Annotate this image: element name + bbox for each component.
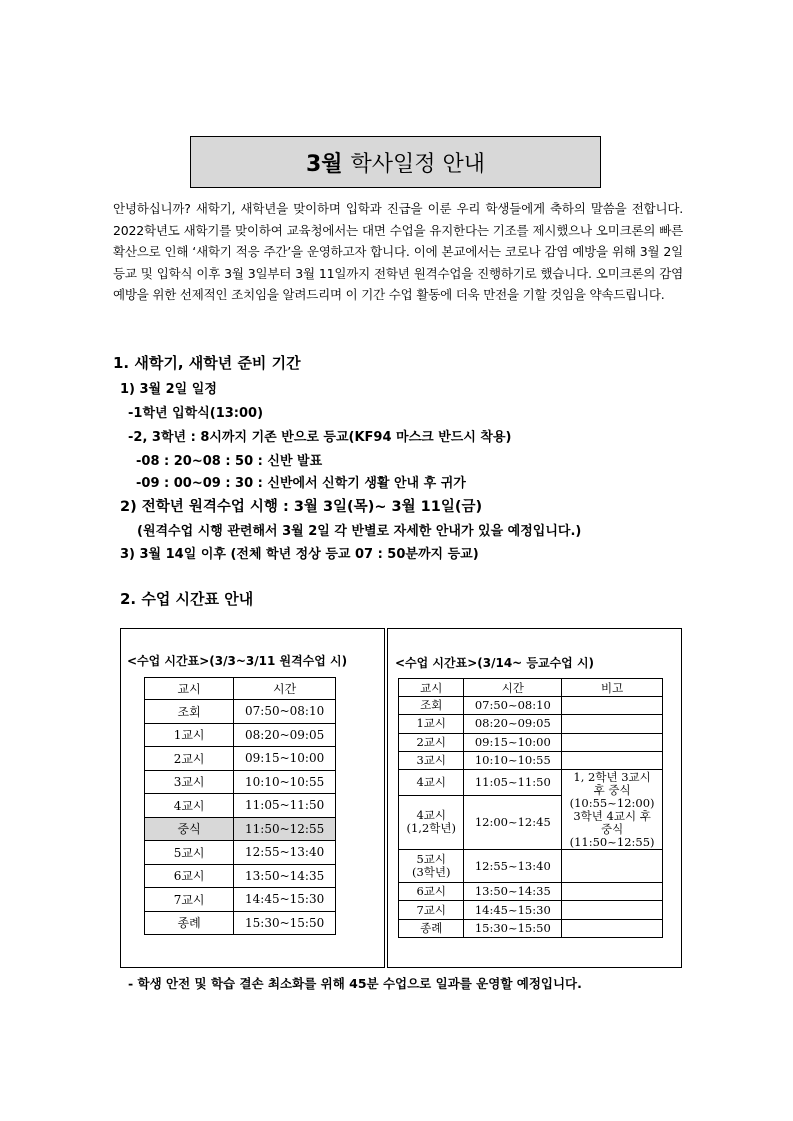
- t2-note-empty: [562, 733, 663, 751]
- table-row: [145, 911, 336, 935]
- s1-item1-b2: -09 : 00~09 : 30 : 신반에서 신학기 생활 안내 후 귀가: [136, 476, 466, 491]
- t2-time: 15:30~15:50: [464, 919, 562, 937]
- s1-item2-note: (원격수업 시행 관련해서 3월 2일 각 반별로 자세한 안내가 있을 예정입니다.): [137, 524, 582, 539]
- s1-item1-a: -1학년 입학식(13:00): [128, 406, 264, 421]
- t2-time: 09:15~10:00: [464, 733, 562, 751]
- t2-note-empty: [562, 697, 663, 715]
- t1-time: 09:15~10:00: [234, 747, 336, 771]
- table-row: [399, 733, 663, 751]
- t2-time: 07:50~08:10: [464, 697, 562, 715]
- section2-heading: 2. 수업 시간표 안내: [120, 590, 254, 608]
- t2-period: 4교시 (1,2학년): [399, 795, 464, 849]
- t2-header-period: 교시: [399, 679, 464, 697]
- intro-paragraph: 안녕하십니까? 새학기, 새학년을 맞이하며 입학과 진급을 이룬 우리 학생들에게 축하의 말씀을 전합니다. 2022학년도 새학기를 맞이하여 교육청에서는 대면 수업을 유지한다는 기조를 제시했으나 오미크론의 빠른 확산으로 인해 ‘새학기 적응 주간’을 운영하고자 합니다. 이에 본교에서는 코로나 감염 예방을 위해 3월 2일 등교 및 입학식 이후 3월 3일부터 3월 11일까지 전학년 원격수업을 진행하기로 했습니다. 오미크론의 감염 예방을 위한 선제적인 조치임을 알려드리며 이 기간 수업 활동에 더욱 만전을 기할 것임을 약속드립니다.: [113, 201, 683, 302]
- s1-item1-b: -2, 3학년 : 8시까지 기존 반으로 등교(KF94 마스크 반드시 착용): [128, 430, 512, 445]
- table-row: [145, 817, 336, 841]
- s1-item1: 1) 3월 2일 일정: [120, 382, 217, 397]
- t1-time: 12:55~13:40: [234, 841, 336, 865]
- t1-period: 종례: [145, 911, 234, 935]
- t1-header-time: 시간: [234, 678, 336, 700]
- t2-period: 3교시: [399, 751, 464, 769]
- table2: [398, 678, 663, 938]
- t2-note-empty: [562, 919, 663, 937]
- table-row: [145, 700, 336, 724]
- table-row: [399, 751, 663, 769]
- t2-period: 조회: [399, 697, 464, 715]
- t1-period: 4교시: [145, 794, 234, 818]
- t1-time: 11:05~11:50: [234, 794, 336, 818]
- table-row: [145, 841, 336, 865]
- title-rest: 학사일정 안내: [350, 151, 486, 177]
- t1-time: 10:10~10:55: [234, 770, 336, 794]
- t2-note-empty: [562, 850, 663, 883]
- t1-period: 7교시: [145, 888, 234, 912]
- table-row: [145, 747, 336, 771]
- t2-time: 10:10~10:55: [464, 751, 562, 769]
- s1-item1-b1: -08 : 20~08 : 50 : 신반 발표: [136, 454, 323, 469]
- footer-note: - 학생 안전 및 학습 결손 최소화를 위해 45분 수업으로 일과를 운영할 예정입니다.: [128, 976, 582, 991]
- s1-item2: 2) 전학년 원격수업 시행 : 3월 3일(목)~ 3월 11일(금): [120, 499, 483, 515]
- t2-time: 13:50~14:35: [464, 883, 562, 901]
- t1-time: 08:20~09:05: [234, 723, 336, 747]
- t2-period: 1교시: [399, 715, 464, 733]
- t1-time: 07:50~08:10: [234, 700, 336, 724]
- table-row: [145, 723, 336, 747]
- t2-time: 11:05~11:50: [464, 770, 562, 796]
- table-row: [399, 770, 663, 796]
- t2-time: 08:20~09:05: [464, 715, 562, 733]
- t2-note-empty: [562, 751, 663, 769]
- table-row: [399, 919, 663, 937]
- t2-note-empty: [562, 901, 663, 919]
- t2-header-time: 시간: [464, 679, 562, 697]
- t1-time: 11:50~12:55: [234, 817, 336, 841]
- t2-note-empty: [562, 883, 663, 901]
- t1-period: 조회: [145, 700, 234, 724]
- t2-time: 14:45~15:30: [464, 901, 562, 919]
- table-row: [399, 883, 663, 901]
- t2-note-empty: [562, 715, 663, 733]
- table-row: [399, 850, 663, 883]
- t1-time: 13:50~14:35: [234, 864, 336, 888]
- table-row: [145, 888, 336, 912]
- t1-period: 3교시: [145, 770, 234, 794]
- t1-period: 2교시: [145, 747, 234, 771]
- t2-period: 종례: [399, 919, 464, 937]
- t1-period: 1교시: [145, 723, 234, 747]
- section1-heading: 1. 새학기, 새학년 준비 기간: [113, 354, 301, 372]
- table-row: [145, 864, 336, 888]
- table-row: [399, 697, 663, 715]
- table-row: [399, 715, 663, 733]
- t2-period: 6교시: [399, 883, 464, 901]
- t1-time: 14:45~15:30: [234, 888, 336, 912]
- t2-lunch-note: 1, 2학년 3교시 후 중식 (10:55~12:00) 3학년 4교시 후 중식 (11:50~12:55): [562, 770, 663, 850]
- title-month: 3월: [305, 151, 343, 177]
- s1-item3: 3) 3월 14일 이후 (전체 학년 정상 등교 07 : 50분까지 등교): [120, 547, 479, 562]
- t2-time: 12:00~12:45: [464, 795, 562, 849]
- table1-caption: <수업 시간표>(3/3~3/11 원격수업 시): [127, 654, 348, 668]
- table2-caption: <수업 시간표>(3/14~ 등교수업 시): [395, 656, 595, 670]
- t1-period: 5교시: [145, 841, 234, 865]
- t2-header-note: 비고: [562, 679, 663, 697]
- table1: [144, 677, 336, 935]
- t1-period: 중식: [145, 817, 234, 841]
- t1-time: 15:30~15:50: [234, 911, 336, 935]
- t2-time: 12:55~13:40: [464, 850, 562, 883]
- t2-period: 7교시: [399, 901, 464, 919]
- table-row: [399, 901, 663, 919]
- table-row: [145, 770, 336, 794]
- t2-period: 4교시: [399, 770, 464, 796]
- t1-period: 6교시: [145, 864, 234, 888]
- t2-period: 5교시 (3학년): [399, 850, 464, 883]
- table-row: [145, 794, 336, 818]
- t2-period: 2교시: [399, 733, 464, 751]
- page-title: [190, 136, 601, 188]
- t1-header-period: 교시: [145, 678, 234, 700]
